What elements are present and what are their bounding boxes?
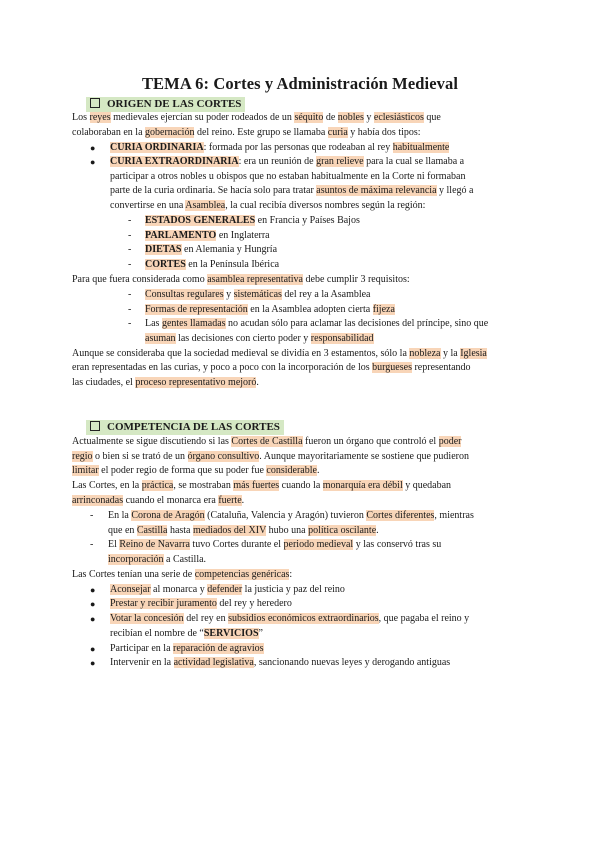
text-segment: CORTES xyxy=(145,259,186,270)
text-segment: y quedaban xyxy=(402,480,452,491)
text-segment: reparación de agravios xyxy=(173,643,264,654)
paragraph-line xyxy=(72,568,292,583)
list-item xyxy=(145,317,488,332)
text-segment: nobleza xyxy=(409,348,441,359)
text-segment: arrinconadas xyxy=(72,495,124,506)
paragraph-line xyxy=(72,111,441,126)
text-segment: : era un reunión de xyxy=(238,156,317,167)
text-segment: Iglesia xyxy=(460,348,487,359)
list-item xyxy=(145,288,371,303)
bullet-icon: ● xyxy=(90,599,96,609)
text-segment: Prestar y recibir juramento xyxy=(110,598,217,609)
text-segment: séquito xyxy=(294,112,324,123)
list-item xyxy=(110,597,292,612)
text-segment: representando xyxy=(411,362,471,373)
text-segment: en Francia y Países Bajos xyxy=(255,215,360,226)
text-segment: y xyxy=(363,112,374,123)
text-segment: más fuertes xyxy=(233,480,280,491)
text-segment: al monarca y xyxy=(150,584,208,595)
list-item-line xyxy=(110,627,263,642)
text-segment: : xyxy=(289,569,293,580)
text-segment: ESTADOS GENERALES xyxy=(145,215,256,226)
text-segment: proceso representativo mejoró xyxy=(135,377,257,388)
text-segment: las ciudades, el xyxy=(72,377,136,388)
list-item-line xyxy=(108,524,379,539)
text-segment: mediados del XIV xyxy=(193,525,267,536)
text-segment: en la Asamblea adopten cierta xyxy=(247,304,373,315)
text-segment: del reino. Este grupo se llamaba xyxy=(194,127,328,138)
text-segment: periodo medieval xyxy=(283,539,354,550)
checkbox-icon xyxy=(90,421,100,431)
text-segment: . xyxy=(316,465,320,476)
text-segment: Las xyxy=(145,318,162,329)
text-segment: Para que fuera considerada como xyxy=(72,274,208,285)
text-segment: a Castilla. xyxy=(163,554,207,565)
page-title: TEMA 6: Cortes y Administración Medieval xyxy=(141,74,459,93)
text-segment: . xyxy=(376,525,379,536)
text-segment: gobernación xyxy=(145,127,195,138)
section-heading-label: COMPETENCIA DE LAS CORTES xyxy=(107,421,280,433)
text-segment: debe cumplir 3 requisitos: xyxy=(303,274,410,285)
text-segment: en Alemania y Hungría xyxy=(181,244,278,255)
text-segment: Las Cortes tenían una serie de xyxy=(72,569,195,580)
dash-icon: - xyxy=(128,230,132,241)
text-segment: asuman xyxy=(145,333,176,344)
text-segment: Castilla xyxy=(136,525,168,536)
list-item-line xyxy=(145,332,374,347)
checkbox-icon xyxy=(90,98,100,108)
text-segment: DIETAS xyxy=(145,244,182,255)
paragraph-line xyxy=(72,479,451,494)
list-item xyxy=(108,509,474,524)
text-segment: monarquía era débil xyxy=(322,480,403,491)
section-heading-competencia xyxy=(86,420,284,435)
text-segment: recibían el nombre de “ xyxy=(110,628,204,639)
text-segment: CURIA EXTRAORDINARIA xyxy=(110,156,239,167)
dash-icon: - xyxy=(90,510,94,521)
text-segment: práctica xyxy=(141,480,174,491)
dash-icon: - xyxy=(128,304,132,315)
text-segment: habitualmente xyxy=(392,142,450,153)
text-segment: gentes llamadas xyxy=(161,318,226,329)
text-segment: política oscilante xyxy=(308,525,377,536)
text-segment: asuntos de máxima relevancia xyxy=(316,185,437,196)
bullet-icon: ● xyxy=(90,614,96,624)
text-segment: fijeza xyxy=(372,304,395,315)
text-segment: Participar en la xyxy=(110,643,174,654)
text-segment: no acudan sólo para aclamar las decisiones del príncipe, sino que xyxy=(225,318,489,329)
paragraph-line xyxy=(72,361,471,376)
dash-icon: - xyxy=(90,539,94,550)
bullet-icon: ● xyxy=(90,157,96,167)
list-item xyxy=(145,229,270,244)
bullet-icon: ● xyxy=(90,585,96,595)
text-segment: , sancionando nuevas leyes y derogando antiguas xyxy=(253,657,451,668)
paragraph-line xyxy=(72,126,421,141)
text-segment: de xyxy=(323,112,338,123)
text-segment: Los xyxy=(72,112,90,123)
text-segment: la justicia y paz del reino xyxy=(242,584,345,595)
text-segment: y xyxy=(223,289,234,300)
text-segment: Corona de Aragón xyxy=(131,510,205,521)
text-segment: del rey en xyxy=(183,613,229,624)
text-segment: Cortes diferentes xyxy=(366,510,435,521)
list-item xyxy=(108,538,441,553)
text-segment: gran relieve xyxy=(316,156,364,167)
text-segment: del rey a la Asamblea xyxy=(281,289,371,300)
list-item xyxy=(145,214,360,229)
text-segment: Las Cortes, en la xyxy=(72,480,142,491)
text-segment: del rey y heredero xyxy=(216,598,292,609)
paragraph-line xyxy=(72,347,487,362)
text-segment: cuando el monarca era xyxy=(123,495,219,506)
text-segment: en la Península Ibérica xyxy=(185,259,280,270)
text-segment: en Inglaterra xyxy=(216,230,270,241)
text-segment: Aconsejar xyxy=(110,584,151,595)
list-item-line xyxy=(110,199,425,214)
text-segment: y las conservó tras su xyxy=(353,539,442,550)
list-item-line xyxy=(108,553,206,568)
text-segment: nobles xyxy=(337,112,364,123)
dash-icon: - xyxy=(128,318,132,329)
text-segment: asamblea representativa xyxy=(207,274,303,285)
text-segment: Asamblea xyxy=(185,200,226,211)
list-item xyxy=(110,141,449,156)
text-segment: considerable xyxy=(266,465,317,476)
text-segment: medievales ejercían su poder rodeados de un xyxy=(110,112,295,123)
text-segment: , la cual recibía diversos nombres según la región: xyxy=(225,200,426,211)
list-item xyxy=(110,656,450,671)
text-segment: Intervenir en la xyxy=(110,657,174,668)
text-segment: limitar xyxy=(72,465,99,476)
list-item-line xyxy=(110,184,473,199)
text-segment: incorporación xyxy=(108,554,164,565)
paragraph-line xyxy=(72,450,469,465)
text-segment: subsidios económicos extraordinarios xyxy=(228,613,379,624)
text-segment: SERVICIOS xyxy=(203,628,259,639)
text-segment: poder xyxy=(438,436,462,447)
text-segment: las decisiones con cierto poder y xyxy=(175,333,311,344)
text-segment: participar a otros nobles u obispos que no estaban habitualmente en la Corte ni formaban xyxy=(110,171,466,182)
text-segment: Aunque se consideraba que la sociedad medieval se dividía en 3 estamentos, sólo la xyxy=(72,348,410,359)
text-segment: . xyxy=(256,377,259,388)
text-segment: Cortes de Castilla xyxy=(231,436,303,447)
text-segment: o bien si se trató de un xyxy=(92,451,188,462)
text-segment: y llegó a xyxy=(436,185,474,196)
text-segment: . xyxy=(241,495,245,506)
paragraph-line xyxy=(72,273,410,288)
text-segment: y la xyxy=(440,348,461,359)
text-segment: que en xyxy=(108,525,137,536)
dash-icon: - xyxy=(128,244,132,255)
text-segment: Formas de representación xyxy=(145,304,248,315)
text-segment: sistemáticas xyxy=(233,289,282,300)
text-segment: convertirse en una xyxy=(110,200,186,211)
text-segment: eran representadas en las curias, y poco a poco con la incorporación de los xyxy=(72,362,373,373)
text-segment: colaboraban en la xyxy=(72,127,146,138)
text-segment: El xyxy=(108,539,120,550)
text-segment: Reino de Navarra xyxy=(119,539,190,550)
list-item xyxy=(145,243,277,258)
text-segment: (Cataluña, Valencia y Aragón) tuvieron xyxy=(204,510,367,521)
paragraph-line xyxy=(72,435,461,450)
dash-icon: - xyxy=(128,215,132,226)
text-segment: Consultas regulares xyxy=(145,289,224,300)
text-segment: reyes xyxy=(89,112,111,123)
text-segment: CURIA ORDINARIA xyxy=(110,142,204,153)
text-segment: , que pagaba el reino y xyxy=(378,613,470,624)
text-segment: para la cual se llamaba a xyxy=(363,156,465,167)
text-segment: y había dos tipos: xyxy=(347,127,421,138)
section-heading-label: ORIGEN DE LAS CORTES xyxy=(107,98,242,110)
paragraph-line xyxy=(72,494,244,509)
text-segment: responsabilidad xyxy=(310,333,374,344)
text-segment: hubo una xyxy=(266,525,309,536)
list-item-line xyxy=(110,170,465,185)
text-segment: competencias genéricas xyxy=(194,569,290,580)
paragraph-line xyxy=(72,376,259,391)
paragraph-line xyxy=(72,464,319,479)
text-segment: que xyxy=(423,112,441,123)
text-segment: burgueses xyxy=(372,362,412,373)
list-item xyxy=(110,583,345,598)
text-segment: el poder regio de forma que su poder fue xyxy=(98,465,267,476)
section-heading-origen xyxy=(86,97,245,112)
text-segment: : formada por las personas que rodeaban al rey xyxy=(203,142,393,153)
text-segment: , mientras xyxy=(434,510,474,521)
list-item xyxy=(110,155,464,170)
text-segment: , se mostraban xyxy=(173,480,234,491)
bullet-icon: ● xyxy=(90,143,96,153)
text-segment: PARLAMENTO xyxy=(145,230,217,241)
text-segment: En la xyxy=(108,510,132,521)
text-segment: órgano consultivo xyxy=(187,451,260,462)
text-segment: eclesiásticos xyxy=(373,112,424,123)
text-segment: tuvo Cortes durante el xyxy=(189,539,284,550)
text-segment: cuando la xyxy=(279,480,323,491)
text-segment: hasta xyxy=(167,525,193,536)
list-item xyxy=(110,642,264,657)
text-segment: fuerte xyxy=(218,495,242,506)
list-item xyxy=(145,258,279,273)
bullet-icon: ● xyxy=(90,644,96,654)
bullet-icon: ● xyxy=(90,658,96,668)
text-segment: Votar la concesión xyxy=(110,613,184,624)
text-segment: fueron un órgano que controló el xyxy=(302,436,439,447)
text-segment: regio xyxy=(72,451,93,462)
text-segment: actividad legislativa xyxy=(173,657,254,668)
text-segment: . Aunque mayoritariamente se sostiene que pudieron xyxy=(259,451,469,462)
text-segment: curia xyxy=(327,127,348,138)
list-item xyxy=(110,612,469,627)
text-segment: ” xyxy=(258,628,263,639)
dash-icon: - xyxy=(128,289,132,300)
text-segment: Actualmente se sigue discutiendo si las xyxy=(72,436,232,447)
dash-icon: - xyxy=(128,259,132,270)
text-segment: defender xyxy=(207,584,243,595)
list-item xyxy=(145,303,395,318)
text-segment: parte de la curia ordinaria. Se hacía solo para tratar xyxy=(110,185,317,196)
